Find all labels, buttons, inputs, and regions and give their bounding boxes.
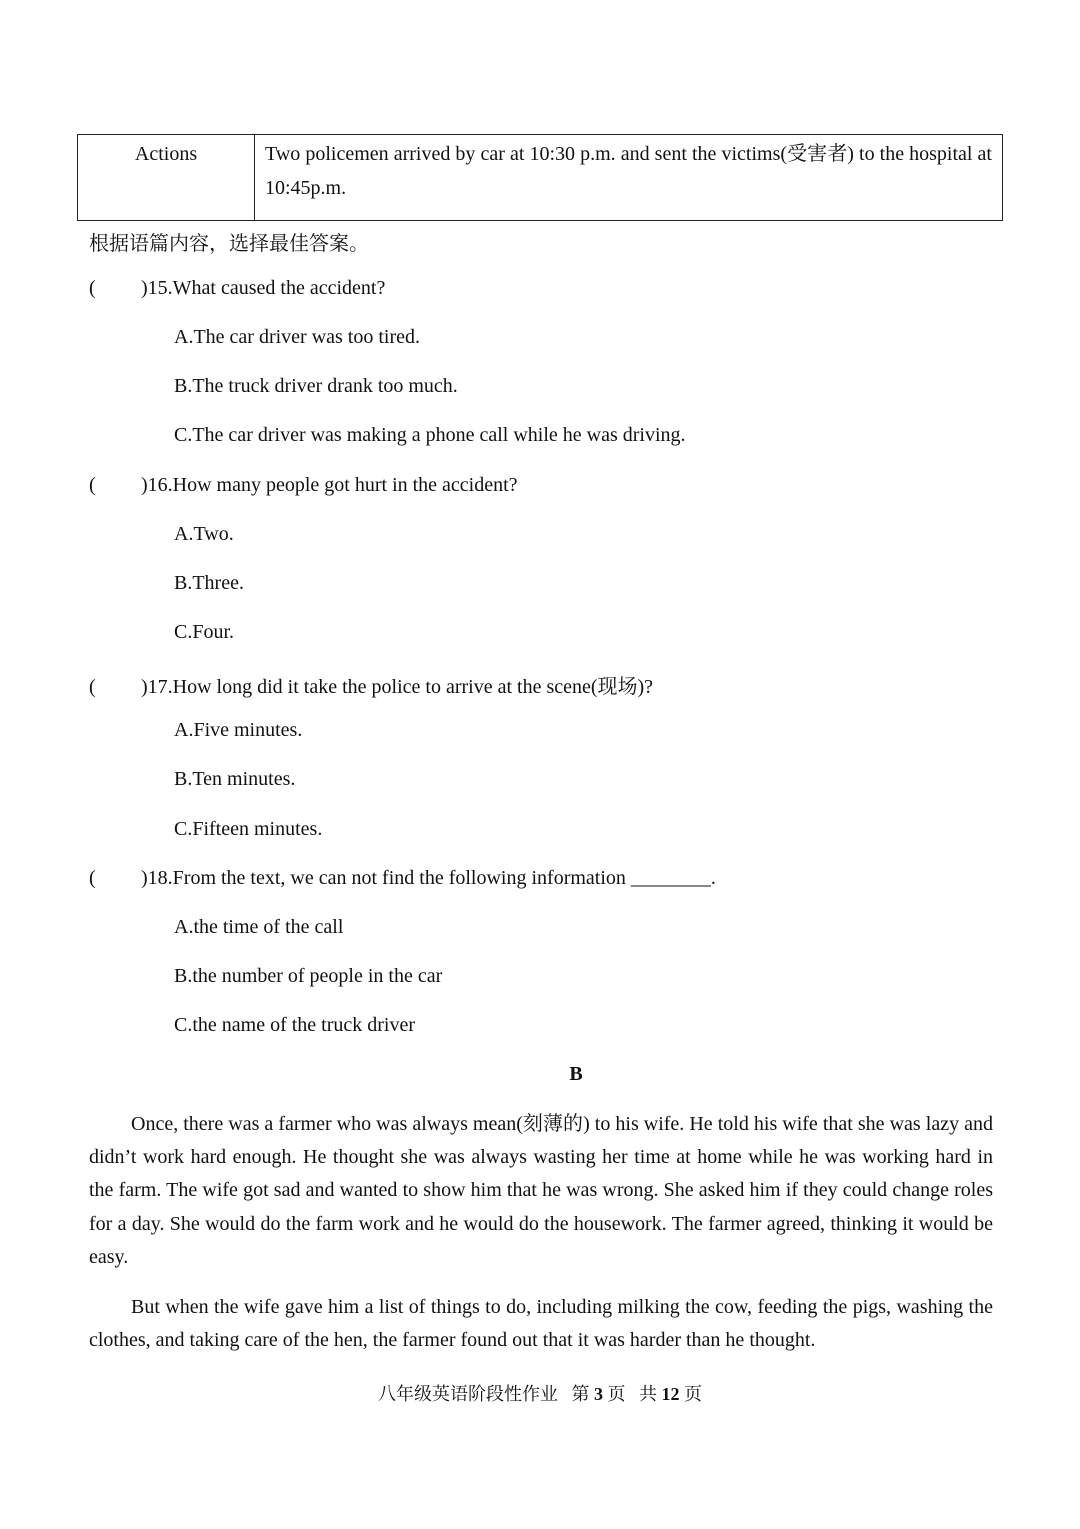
footer-middle: 页 共 bbox=[603, 1384, 662, 1404]
question-stem: )15.What caused the accident? bbox=[141, 277, 386, 299]
option-a: A.Five minutes. bbox=[174, 719, 303, 741]
option-b: B.The truck driver drank too much. bbox=[174, 375, 458, 397]
answer-paren: ( bbox=[89, 277, 96, 299]
question-stem: )17.How long did it take the police to arrive at the scene(现场)? bbox=[141, 676, 654, 698]
option-b: B.the number of people in the car bbox=[174, 965, 443, 987]
section-title: B bbox=[569, 1063, 583, 1085]
question-18 bbox=[89, 867, 716, 890]
question-stem: )18.From the text, we can not find the following information ________. bbox=[141, 867, 716, 889]
question-17 bbox=[89, 670, 653, 699]
option-b: B.Ten minutes. bbox=[174, 768, 296, 790]
footer-page-number: 3 bbox=[594, 1384, 603, 1404]
option-a: A.Two. bbox=[174, 523, 234, 545]
answer-paren: ( bbox=[89, 867, 96, 889]
footer-total-pages: 12 bbox=[661, 1384, 680, 1404]
passage-paragraph: But when the wife gave him a list of things to do, including milking the cow, feeding the pigs, washing the clothes, and taking care of the hen, the farmer found out that it was harder than he thought. bbox=[89, 1296, 993, 1352]
option-a: A.the time of the call bbox=[174, 916, 344, 938]
option-c: C.Four. bbox=[174, 621, 235, 643]
answer-paren: ( bbox=[89, 676, 96, 698]
question-stem: )16.How many people got hurt in the accident? bbox=[141, 474, 518, 496]
footer-prefix: 八年级英语阶段性作业 第 bbox=[378, 1384, 594, 1404]
instruction-text: 根据语篇内容，选择最佳答案。 bbox=[89, 233, 369, 255]
footer-suffix: 页 bbox=[679, 1384, 702, 1404]
option-b: B.Three. bbox=[174, 572, 244, 594]
answer-paren: ( bbox=[89, 474, 96, 496]
option-a: A.The car driver was too tired. bbox=[174, 326, 421, 348]
question-15 bbox=[89, 277, 385, 300]
option-c: C.Fifteen minutes. bbox=[174, 818, 323, 840]
table-row bbox=[78, 135, 1003, 221]
passage-paragraph: Once, there was a farmer who was always mean(刻薄的) to his wife. He told his wife that she was lazy and didn’t work hard enough. He thought she was always wasting her time at home while he was working hard in the farm. The wife got sad and wanted to show him that he was wrong. She asked him if they could change roles for a day. She would do the farm work and he would do the housework. The farmer agreed, thinking it would be easy. bbox=[89, 1113, 993, 1268]
option-c: C.the name of the truck driver bbox=[174, 1014, 416, 1036]
page-footer bbox=[0, 1380, 1080, 1406]
question-16 bbox=[89, 474, 518, 497]
info-table bbox=[77, 134, 1003, 221]
option-c: C.The car driver was making a phone call while he was driving. bbox=[174, 424, 686, 446]
table-content-cell: Two policemen arrived by car at 10:30 p.m. and sent the victims(受害者) to the hospital at 10:45p.m. bbox=[255, 135, 1003, 221]
table-label-cell: Actions bbox=[78, 135, 255, 221]
